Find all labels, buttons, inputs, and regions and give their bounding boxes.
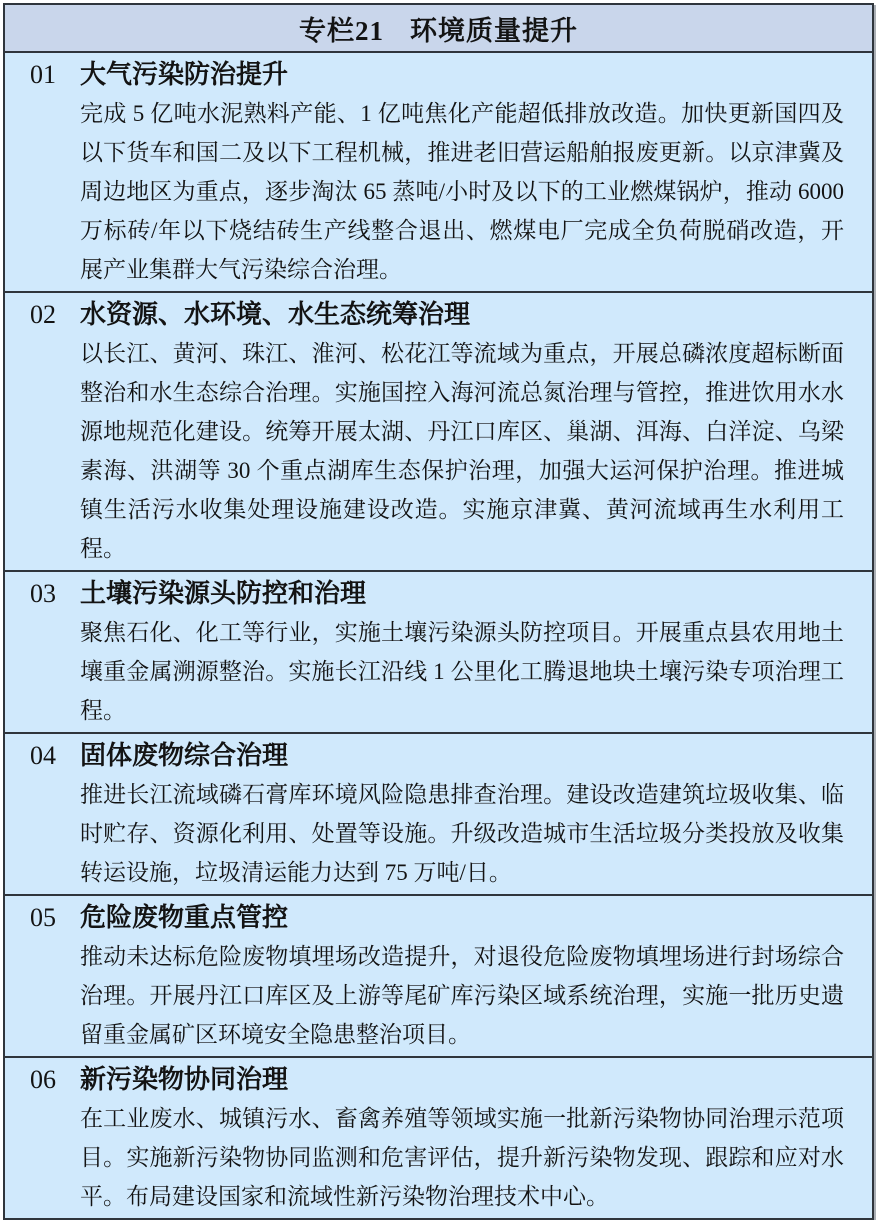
- section-title: 土壤污染源头防控和治理: [80, 579, 367, 608]
- section-number: 06: [30, 1065, 56, 1094]
- box-header: [5, 5, 872, 53]
- section-title-line: [30, 55, 844, 94]
- section-hazardous-waste: [5, 894, 872, 1056]
- section-new-pollutants: [5, 1056, 872, 1218]
- section-title-line: [30, 898, 844, 937]
- section-title: 水资源、水环境、水生态统筹治理: [80, 300, 471, 329]
- section-title: 大气污染防治提升: [80, 60, 289, 89]
- section-body: 聚焦石化、化工等行业，实施土壤污染源头防控项目。开展重点县农用地土壤重金属溯源整治。实施长江沿线 1 公里化工腾退地块土壤污染专项治理工程。: [80, 620, 844, 723]
- section-water: [5, 291, 872, 570]
- section-soil: [5, 570, 872, 732]
- section-title: 危险废物重点管控: [80, 903, 289, 932]
- section-number: 05: [30, 903, 56, 932]
- section-body: 完成 5 亿吨水泥熟料产能、1 亿吨焦化产能超低排放改造。加快更新国四及以下货车和国二及以下工程机械，推进老旧营运船舶报废更新。以京津冀及周边地区为重点，逐步淘汰 65 蒸吨/小时及以下的工业燃煤锅炉，推动 6000 万标砖/年以下烧结砖生产线整合退出、燃煤电厂完成全负荷脱硝改造，开展产业集群大气污染综合治理。: [80, 101, 844, 282]
- section-title-line: [30, 736, 844, 775]
- section-title: 新污染物协同治理: [80, 1065, 289, 1094]
- section-number: 02: [30, 300, 56, 329]
- section-body: 以长江、黄河、珠江、淮河、松花江等流域为重点，开展总磷浓度超标断面整治和水生态综合治理。实施国控入海河流总氮治理与管控，推进饮用水水源地规范化建设。统筹开展太湖、丹江口库区、巢湖、洱海、白洋淀、乌梁素海、洪湖等 30 个重点湖库生态保护治理，加强大运河保护治理。推进城镇生活污水收集处理设施建设改造。实施京津冀、黄河流域再生水利用工程。: [80, 341, 844, 561]
- section-body: 推动未达标危险废物填埋场改造提升，对退役危险废物填埋场进行封场综合治理。开展丹江口库区及上游等尾矿库污染区域系统治理，实施一批历史遗留重金属矿区环境安全隐患整治项目。: [80, 944, 844, 1047]
- section-title: 固体废物综合治理: [80, 741, 289, 770]
- section-body: 在工业废水、城镇污水、畜禽养殖等领域实施一批新污染物协同治理示范项目。实施新污染物协同监测和危害评估，提升新污染物发现、跟踪和应对水平。布局建设国家和流域性新污染物治理技术中心。: [80, 1106, 844, 1209]
- section-number: 01: [30, 60, 56, 89]
- column-box: [3, 3, 874, 1220]
- box-header-prefix: 专栏21: [299, 15, 384, 46]
- section-number: 04: [30, 741, 56, 770]
- section-title-line: [30, 574, 844, 613]
- section-title-line: [30, 1060, 844, 1099]
- section-body: 推进长江流域磷石膏库环境风险隐患排查治理。建设改造建筑垃圾收集、临时贮存、资源化利用、处置等设施。升级改造城市生活垃圾分类投放及收集转运设施，垃圾清运能力达到 75 万吨/日。: [80, 782, 844, 885]
- box-header-title: 环境质量提升: [410, 15, 578, 46]
- section-number: 03: [30, 579, 56, 608]
- section-air-pollution: [5, 53, 872, 291]
- section-solid-waste: [5, 732, 872, 894]
- section-title-line: [30, 295, 844, 334]
